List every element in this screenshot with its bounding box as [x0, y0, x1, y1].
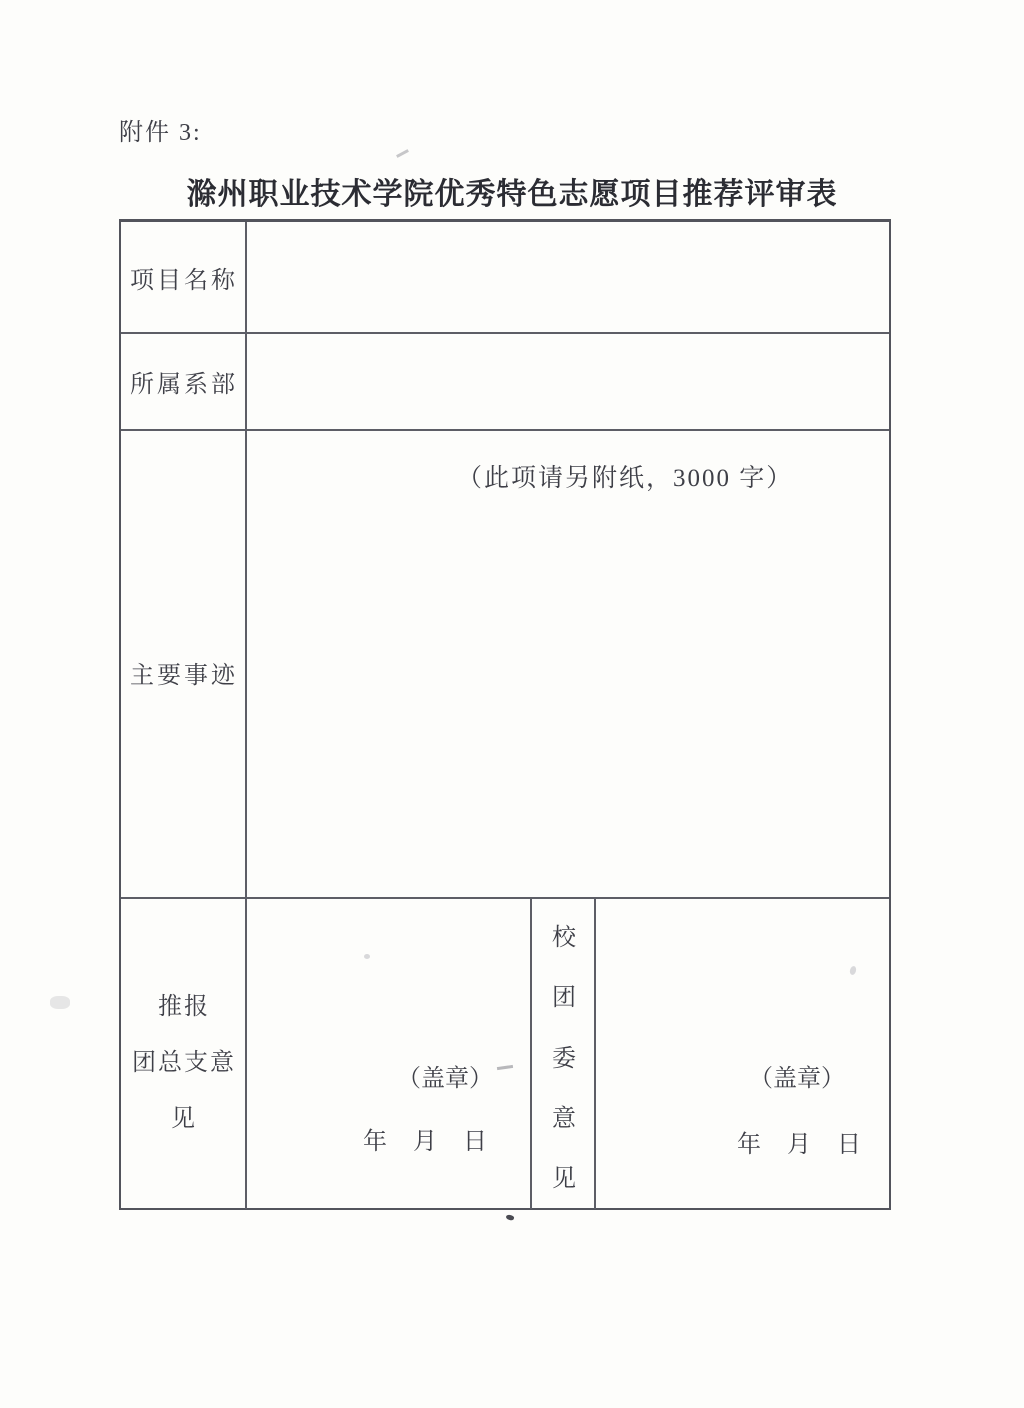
left-stamp-placeholder: （盖章） [397, 1066, 493, 1092]
review-form-table [119, 219, 891, 1210]
label-char: 意 [552, 1105, 576, 1132]
scan-artifact [364, 954, 370, 959]
scan-artifact [505, 1214, 514, 1221]
label-char: 委 [552, 1045, 576, 1072]
right-date-placeholder: 年 月 日 [737, 1132, 861, 1158]
label-char: 团 [552, 985, 576, 1012]
project-name-value-cell [247, 222, 889, 332]
label-line: 团总支意 [132, 1050, 236, 1076]
field-label-main-deeds: 主要事迹 [130, 662, 238, 689]
field-label-department: 所属系部 [130, 372, 238, 398]
main-deeds-note: （此项请另附纸，3000 字） [457, 465, 794, 492]
field-label-committee-opinion [532, 917, 596, 1193]
main-deeds-value-cell [247, 502, 889, 897]
left-date-placeholder: 年 月 日 [363, 1129, 487, 1155]
scan-artifact [396, 149, 409, 158]
department-value-cell [247, 334, 889, 429]
attachment-label: 附件 3: [119, 120, 202, 146]
label-line: 见 [171, 1106, 197, 1132]
right-stamp-placeholder: （盖章） [749, 1066, 845, 1092]
form-title: 滁州职业技术学院优秀特色志愿项目推荐评审表 [186, 178, 838, 211]
label-line: 推报 [158, 994, 210, 1020]
label-char: 见 [552, 1166, 576, 1192]
field-label-league-branch-opinion [121, 899, 247, 1213]
scan-artifact [50, 996, 70, 1009]
label-char: 校 [552, 925, 576, 951]
field-label-project-name: 项目名称 [130, 267, 238, 294]
